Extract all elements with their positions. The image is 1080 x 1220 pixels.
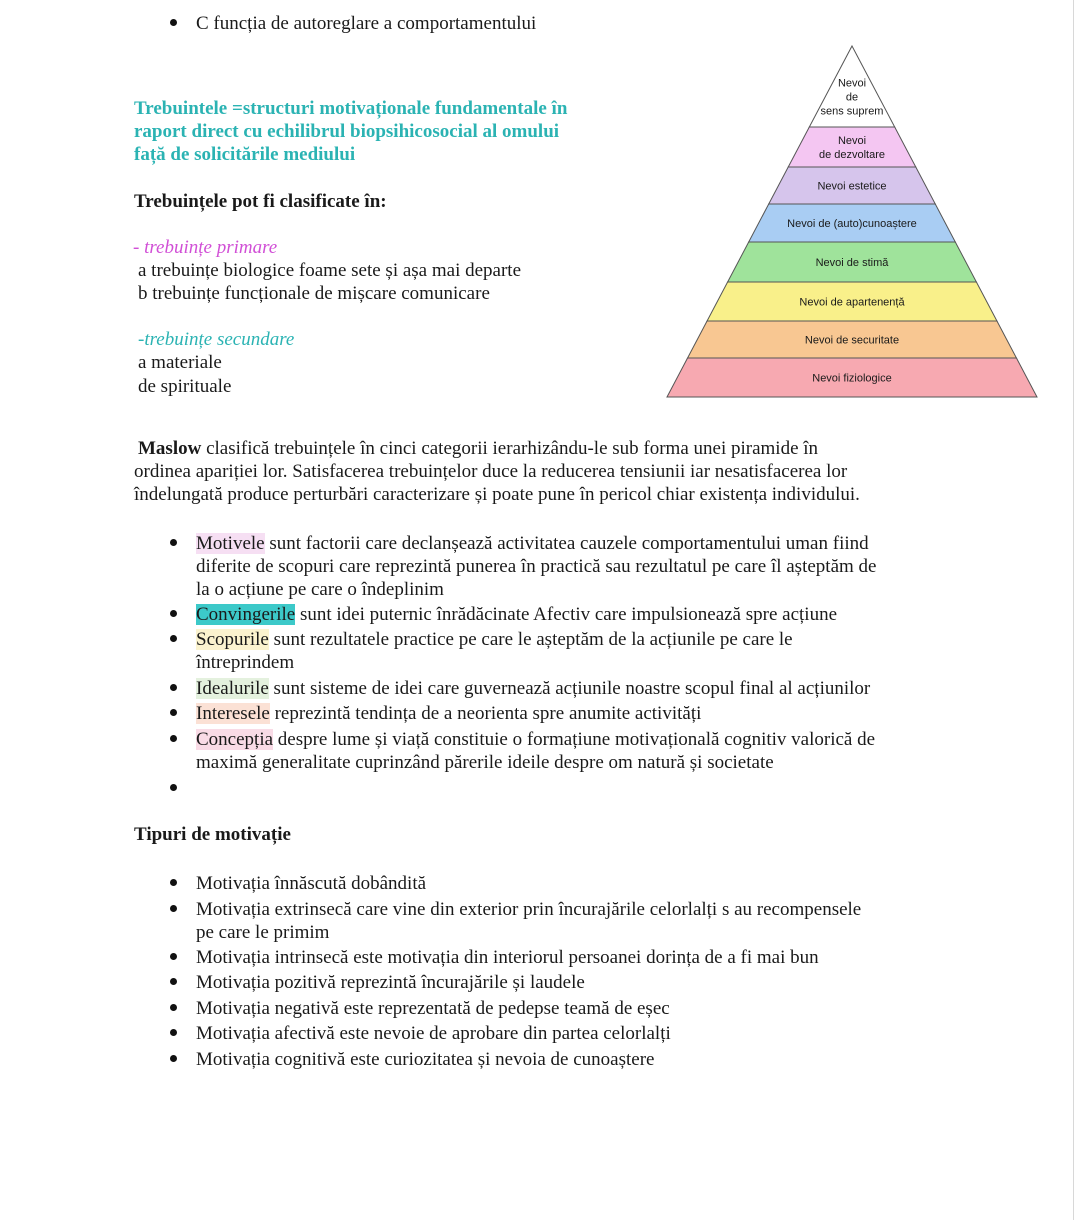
motive-text: despre lume și viață constituie o formațiune motivațională cognitiv valorică de [273, 729, 876, 750]
bullet [170, 735, 177, 742]
pyramid-level-label: de [845, 91, 859, 104]
motive-text-cont: maximă generalitate cuprinzând părerile ideile despre om natură și societate [196, 752, 774, 773]
motive-item [196, 702, 701, 725]
top-bullet-text: C funcția de autoreglare a comportamentului [196, 13, 537, 34]
maslow-pyramid [655, 40, 1055, 410]
pyramid-level-label: Nevoi de apartenență [799, 296, 905, 309]
bullet [170, 905, 177, 912]
bullet [170, 1055, 177, 1062]
type-item: Motivația extrinsecă care vine din exterior prin încurajările celorlalți s au recompensele [196, 899, 862, 920]
bullet [170, 1029, 177, 1036]
maslow-name: Maslow [138, 438, 202, 459]
pyramid-level-label: Nevoi [837, 77, 867, 90]
motive-text-cont: întreprindem [196, 652, 295, 673]
pyramid-level-label: Nevoi de stimă [815, 257, 889, 269]
maslow-paragraph-line-1 [138, 437, 818, 460]
secondary-needs-title: -trebuințe secundare [138, 329, 295, 350]
motive-text-cont: diferite de scopuri care reprezintă punerea în practică sau rezultatul pe care îl așteptăm de [196, 556, 877, 577]
motive-term: Interesele [196, 703, 270, 724]
pyramid-level-label: Nevoi fiziologice [812, 372, 892, 385]
bullet [170, 709, 177, 716]
type-item: Motivația intrinsecă este motivația din interiorul persoanei dorința de a fi mai bun [196, 947, 819, 968]
maslow-paragraph-line-2: ordinea apariției lor. Satisfacerea trebuințelor duce la reducerea tensiunii iar nesatisfacerea lor [134, 461, 848, 482]
maslow-paragraph-line-3: îndelungată produce perturbări caracterizare și poate pune în pericol chiar existența individului. [134, 484, 860, 505]
bullet [170, 635, 177, 642]
bullet [170, 1004, 177, 1011]
motive-text: sunt sisteme de idei care guvernează acțiunile noastre scopul final al acțiunilor [268, 678, 871, 699]
definition-line-1: Trebuintele =structuri motivaționale fundamentale în [134, 98, 568, 119]
definition-line-3: față de solicitările mediului [134, 144, 356, 165]
motive-text: reprezintă tendința de a neorienta spre anumite activități [269, 703, 702, 724]
pyramid-level-label: de dezvoltare [818, 149, 886, 161]
page-edge [1073, 0, 1074, 1220]
pyramid-level-label: sens suprem [820, 105, 884, 118]
motive-term: Convingerile [196, 604, 296, 625]
pyramid-level-label: Nevoi [837, 135, 867, 147]
motive-item [196, 628, 793, 651]
motive-text: sunt factorii care declanșează activitatea cauzele comportamentului uman fiind [264, 533, 869, 554]
type-item: Motivația pozitivă reprezintă încurajările și laudele [196, 972, 585, 993]
secondary-needs-b: de spirituale [138, 376, 232, 397]
motive-item [196, 532, 869, 555]
motive-item [196, 728, 875, 751]
classification-heading: Trebuințele pot fi clasificate în: [134, 191, 387, 212]
bullet [170, 610, 177, 617]
motive-text: sunt idei puternic înrădăcinate Afectiv care impulsionează spre acțiune [295, 604, 837, 625]
types-heading: Tipuri de motivație [134, 824, 291, 845]
pyramid-level-2 [788, 127, 916, 167]
pyramid-level-label: Nevoi de (auto)cunoaștere [787, 218, 917, 230]
pyramid-level-label: Nevoi estetice [817, 180, 887, 193]
type-item: Motivația afectivă este nevoie de aprobare din partea celorlalți [196, 1023, 671, 1044]
type-item-cont: pe care le primim [196, 922, 330, 943]
motive-term: Concepția [196, 729, 274, 750]
bullet [170, 978, 177, 985]
type-item: Motivația înnăscută dobândită [196, 873, 427, 894]
primary-needs-b: b trebuințe funcționale de mișcare comunicare [138, 283, 490, 304]
motive-term: Idealurile [196, 678, 269, 699]
bullet [170, 684, 177, 691]
secondary-needs-a: a materiale [138, 352, 222, 373]
motive-item [196, 603, 837, 626]
bullet [170, 784, 177, 791]
bullet [170, 953, 177, 960]
primary-needs-a: a trebuințe biologice foame sete și așa mai departe [138, 260, 522, 281]
motive-term: Motivele [196, 533, 265, 554]
motive-text: sunt rezultatele practice pe care le așteptăm de la acțiunile pe care le [268, 629, 793, 650]
pyramid-level-label: Nevoi de securitate [804, 334, 900, 347]
bullet [170, 19, 177, 26]
primary-needs-title: - trebuințe primare [133, 237, 278, 258]
type-item: Motivația cognitivă este curiozitatea și nevoia de cunoaștere [196, 1049, 655, 1070]
bullet [170, 879, 177, 886]
type-item: Motivația negativă este reprezentată de pedepse teamă de eșec [196, 998, 670, 1019]
bullet [170, 539, 177, 546]
motive-text-cont: la o acțiune pe care o îndeplinim [196, 579, 444, 600]
maslow-line-1-rest: clasifică trebuințele în cinci categorii ierarhizându-le sub forma unei piramide în [201, 438, 819, 459]
motive-term: Scopurile [196, 629, 269, 650]
definition-line-2: raport direct cu echilibrul biopsihicosocial al omului [134, 121, 560, 142]
motive-item [196, 677, 870, 700]
